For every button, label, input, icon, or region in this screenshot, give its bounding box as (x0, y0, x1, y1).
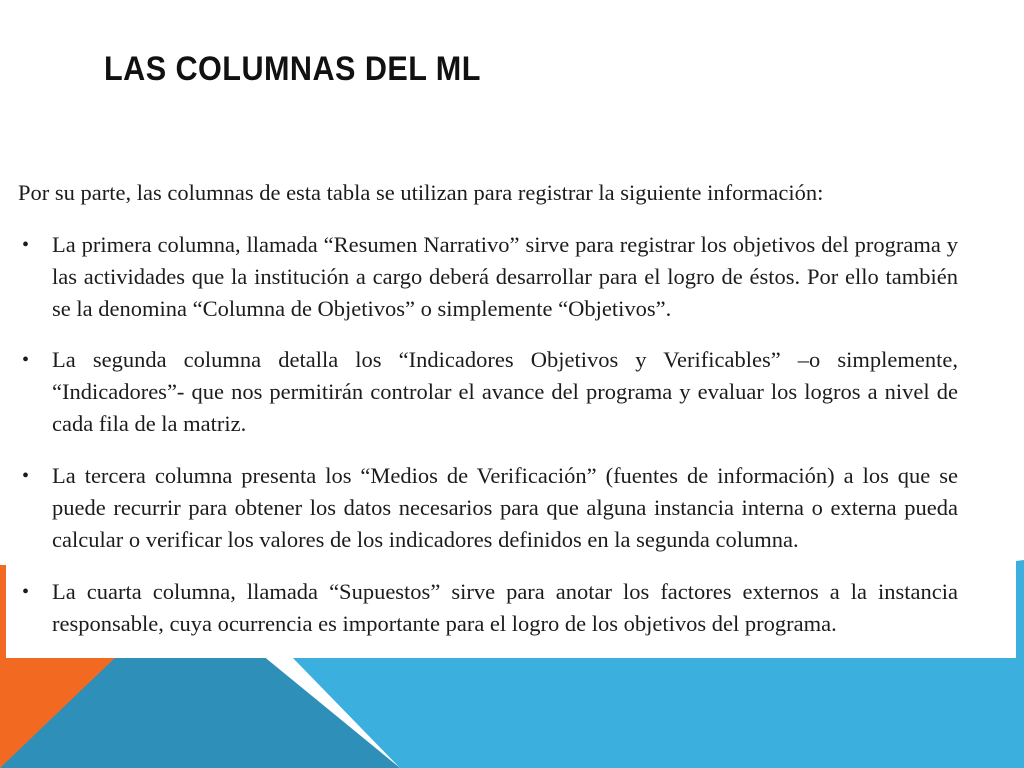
intro-paragraph: Por su parte, las columnas de esta tabla se utilizan para registrar la siguiente información: (18, 180, 824, 205)
bullet-item-cuarta-columna (18, 576, 958, 640)
bullet-marker: • (22, 465, 30, 487)
bullet-text: La cuarta columna, llamada “Supuestos” sirve para anotar los factores externos a la instancia responsable, cuya ocurrencia es importante para el logro de los objetivos del programa. (52, 579, 958, 636)
bullet-marker: • (22, 581, 30, 603)
slide-title: LAS COLUMNAS DEL ML (104, 50, 481, 88)
text-panel (6, 150, 1016, 658)
bullet-marker: • (22, 234, 30, 256)
bullet-text: La primera columna, llamada “Resumen Narrativo” sirve para registrar los objetivos del programa y las actividades que la institución a cargo deberá desarrollar para el logro de éstos. Por ello también se la denomina “Columna de Objetivos” o simplemente “Objetivos”. (52, 232, 958, 321)
bullet-item-tercera-columna (18, 460, 958, 556)
bullet-text: La tercera columna presenta los “Medios de Verificación” (fuentes de información) a los que se puede recurrir para obtener los datos necesarios para que alguna instancia interna o externa pueda calcular o verificar los valores de los indicadores definidos en la segunda columna. (52, 463, 958, 552)
bullet-item-segunda-columna (18, 344, 958, 440)
bullet-marker: • (22, 349, 30, 371)
bullet-item-primera-columna (18, 229, 958, 325)
bullet-text: La segunda columna detalla los “Indicadores Objetivos y Verificables” –o simplemente, “Indicadores”- que nos permitirán controlar el avance del programa y evaluar los logros a nivel de cada fila de la matriz. (52, 347, 958, 436)
